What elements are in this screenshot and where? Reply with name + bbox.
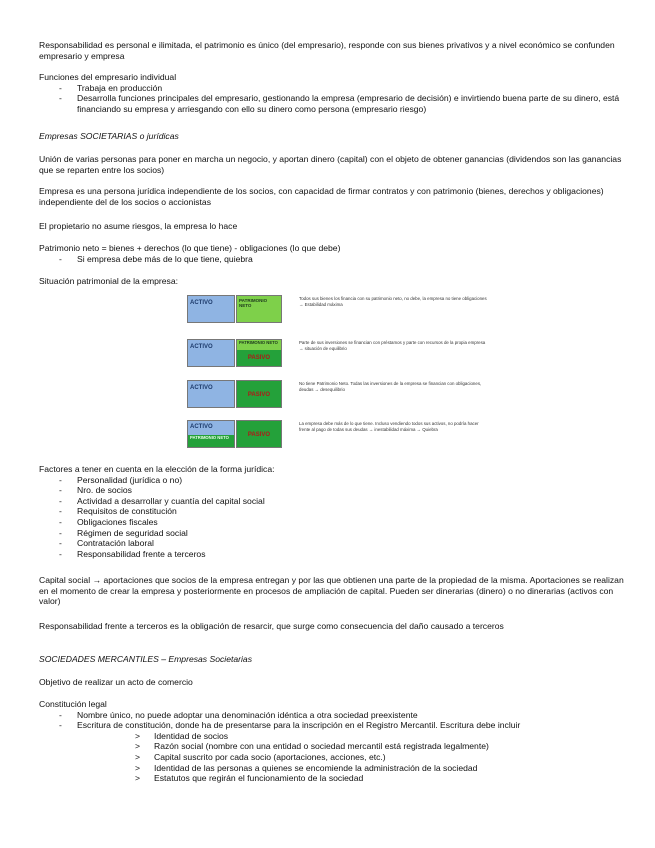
sub-list-item: > Identidad de las personas a quienes se encomiende la administración de la sociedad [135, 762, 478, 773]
paragraph-objetivo: Objetivo de realizar un acto de comercio [39, 677, 193, 687]
list-item: - Obligaciones fiscales [59, 516, 158, 527]
diagram-row-estabilidad [187, 295, 487, 325]
diagram-description: La empresa debe más de lo que tiene. Incluso vendiendo todos sus activos, no podría hacer frente al pago de todas sus deudas → inestabilidad máxima → Quiebra [299, 421, 479, 432]
constitucion-title: Constitución legal [39, 699, 107, 709]
heading-mercantiles: SOCIEDADES MERCANTILES – Empresas Societarias [39, 654, 252, 664]
factores-section [39, 464, 624, 559]
funciones-title: Funciones del empresario individual [39, 72, 177, 82]
paragraph-persona-juridica: Empresa es una persona jurídica independiente de los socios, con capacidad de firmar contratos y con patrimonio (bienes, derechos y obligaciones) independiente del de los socios o accionistas [39, 186, 604, 207]
diagram-description: No tiene Patrimonio Neto. Todas las inversiones de la empresa se financian con obligaciones, deudas → desequilibrio [299, 381, 482, 392]
activo-part: ACTIVO [188, 421, 234, 435]
pasivo-box: PASIVO [236, 420, 282, 448]
paragraph-propietario: El propietario no asume riesgos, la empresa lo hace [39, 221, 238, 231]
activo-box: ACTIVO [187, 295, 235, 323]
paragraph-responsabilidad-terceros: Responsabilidad frente a terceros es la obligación de resarcir, que surge como consecuencia del daño causado a terceros [39, 621, 504, 631]
pasivo-box: PASIVO [236, 380, 282, 408]
situacion-title: Situación patrimonial de la empresa: [39, 276, 179, 286]
diagram-row-equilibrio [187, 339, 487, 369]
sub-list-item: > Capital suscrito por cada socio (aportaciones, acciones, etc.) [135, 751, 386, 762]
activo-box: ACTIVO [187, 380, 235, 408]
heading-societarias: Empresas SOCIETARIAS o jurídicas [39, 131, 179, 141]
sub-list-item: > Estatutos que regirán el funcionamiento de la sociedad [135, 773, 364, 784]
activo-box: ACTIVO [187, 339, 235, 367]
factores-title: Factores a tener en cuenta en la elección de la forma jurídica: [39, 464, 275, 474]
diagram-description: Parte de sus inversiones se financian con préstamos y parte con recursos de la propia empresa → situación de equilibrio [299, 340, 486, 351]
list-item: - Régimen de seguridad social [59, 527, 188, 538]
list-item: - Requisitos de constitución [59, 506, 177, 517]
paragraph-union: Unión de varias personas para poner en marcha un negocio, y aportan dinero (capital) con el objeto de obtener ganancias (dividendos son las ganancias que se reparten entre los socios) [39, 154, 622, 175]
constitucion-section [39, 699, 624, 784]
list-item: - Escritura de constitución, donde ha de presentarse para la inscripción en el Registro Mercantil. Escritura debe incluir [59, 720, 521, 731]
pasivo-part: PASIVO [237, 350, 281, 366]
split-box [236, 339, 282, 367]
patrimonio-neto-part: PATRIMONIO NETO [188, 435, 234, 447]
list-item: - Personalidad (jurídica o no) [59, 474, 183, 485]
list-item: - Actividad a desarrollar y cuantía del capital social [59, 495, 265, 506]
sub-list-item: > Identidad de socios [135, 730, 229, 741]
sub-list-item: > Razón social (nombre con una entidad o sociedad mercantil está registrada legalmente) [135, 741, 489, 752]
patrimonio-line: Patrimonio neto = bienes + derechos (lo que tiene) - obligaciones (lo que debe) [39, 243, 341, 253]
funciones-section [39, 72, 624, 114]
list-item: - Trabaja en producción [59, 82, 163, 93]
list-item: - Nro. de socios [59, 485, 132, 496]
list-item: - Responsabilidad frente a terceros [59, 548, 206, 559]
activo-split-box [187, 420, 235, 448]
list-item: - Si empresa debe más de lo que tiene, quiebra [59, 253, 253, 264]
paragraph-capital-social: Capital social → aportaciones que socios de la empresa entregan y por las que obtienen una parte de la propiedad de la misma. Aportaciones se realizan en el momento de crear la empresa y posteriormente en procesos de ampliación de capital. Pueden ser dinerarias (dinero) o no dinerarias (activos con valor) [39, 575, 624, 607]
diagram-description: Todos sus bienes los financia con su patrimonio neto, no debe, la empresa no tiene obligaciones → Estabilidad máxima [299, 296, 487, 307]
list-item: - Nombre único, no puede adoptar una denominación idéntica a otra sociedad preexistente [59, 709, 418, 720]
patrimonio-neto-box: PATRIMONIO NETO [236, 295, 282, 323]
patrimonio-neto-part: PATRIMONIO NETO [237, 340, 281, 350]
diagram-row-quiebra [187, 420, 487, 450]
diagram-row-desequilibrio [187, 380, 487, 410]
paragraph-responsabilidad: Responsabilidad es personal e ilimitada, el patrimonio es único (del empresario), responde con sus bienes privativos y a nivel económico se confunden empresario y empresa [39, 40, 615, 61]
patrimonio-section [39, 243, 624, 264]
list-item: - Desarrolla funciones principales del empresario, gestionando la empresa (empresario de decisión) e invirtiendo buena parte de su dinero, está financiando su empresa y arriesgando con ello su dinero como persona (empresario riesgo) [59, 93, 620, 114]
list-item: - Contratación laboral [59, 538, 154, 549]
